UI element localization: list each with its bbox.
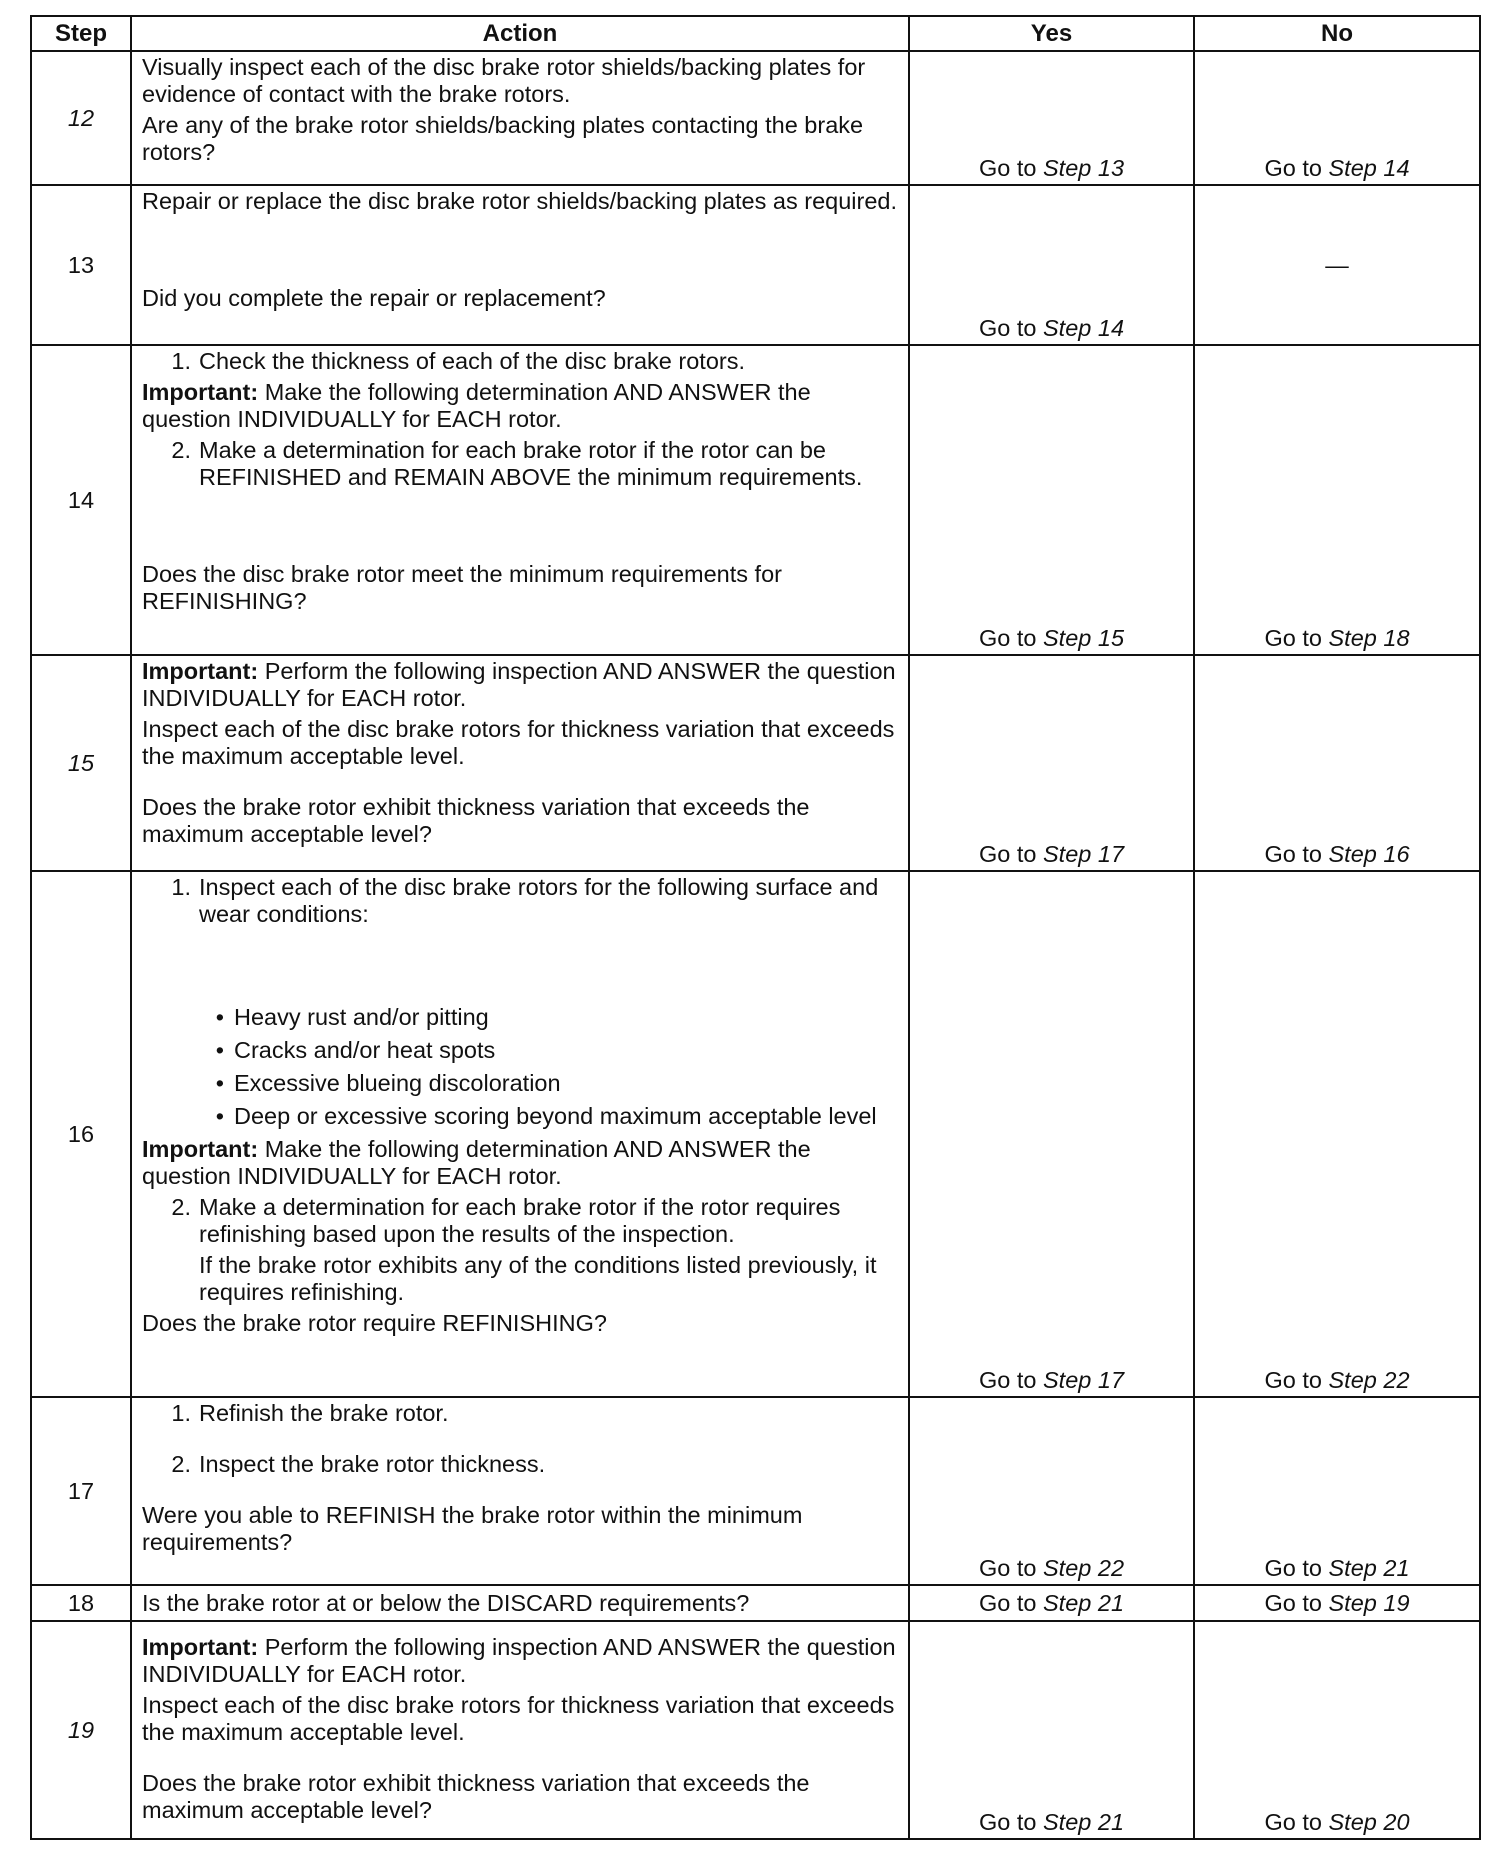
item-number: 1. [171,1400,191,1426]
action-text: Inspect each of the disc brake rotors for thickness variation that exceeds the maximum acceptable level. [142,716,895,769]
yes-cell [909,871,1194,1397]
action-cell [131,185,909,345]
yes-step-ref: Step 13 [1043,155,1125,181]
item-text: Inspect the brake rotor thickness. [199,1451,546,1477]
table-row-step-18 [31,1585,1480,1621]
important-label: Important: [142,1634,259,1660]
list-item [142,1194,898,1248]
question-text: Does the brake rotor require REFINISHING? [142,1310,607,1336]
step-number: 16 [31,871,131,1397]
goto-label: Go to [1264,155,1322,181]
yes-step-ref: Step 21 [1043,1589,1125,1616]
list-item [142,348,898,375]
list-item [142,1451,898,1478]
item-text: Check the thickness of each of the disc brake rotors. [199,348,745,374]
bullet-icon: • [215,1103,224,1129]
bullet-item [142,1004,898,1031]
goto-label: Go to [978,1367,1037,1393]
header-no: No [1194,16,1480,51]
question-text: Does the brake rotor exhibit thickness variation that exceeds the maximum acceptable level? [142,1770,810,1823]
no-cell [1194,871,1480,1397]
question-text: Did you complete the repair or replacement? [142,285,606,311]
no-step-ref: Step 18 [1328,625,1410,651]
step-number: 13 [31,185,131,345]
header-yes: Yes [909,16,1194,51]
important-note [142,1634,898,1688]
goto-label: Go to [978,1589,1037,1616]
bullet-item [142,1070,898,1097]
action-text: Inspect each of the disc brake rotors for thickness variation that exceeds the maximum acceptable level. [142,1692,895,1745]
important-label: Important: [142,379,259,405]
item-text: Make a determination for each brake rotor if the rotor requires refinishing based upon the results of the inspection. [199,1194,841,1247]
goto-label: Go to [978,625,1037,651]
bullet-text: Excessive blueing discoloration [234,1070,561,1096]
no-step-ref: Step 21 [1328,1555,1410,1581]
table-row-step-17 [31,1397,1480,1585]
no-cell [1194,1621,1480,1839]
goto-label: Go to [1264,625,1322,651]
question-text: Does the brake rotor exhibit thickness variation that exceeds the maximum acceptable level? [142,794,810,847]
important-note [142,1136,898,1190]
table-row-step-15 [31,655,1480,871]
action-cell [131,871,909,1397]
yes-step-ref: Step 21 [1043,1809,1125,1835]
step-number: 14 [31,345,131,655]
no-step-ref: Step 20 [1328,1809,1410,1835]
goto-label: Go to [978,1809,1037,1835]
no-step-ref: Step 19 [1328,1589,1410,1616]
item-text: Make a determination for each brake rotor if the rotor can be REFINISHED and REMAIN ABOVE the minimum requirements. [199,437,863,490]
bullet-item [142,1103,898,1130]
header-action: Action [131,16,909,51]
yes-step-ref: Step 17 [1043,841,1125,867]
goto-label: Go to [1264,1367,1322,1393]
important-label: Important: [142,1136,259,1162]
item-number: 1. [171,874,191,900]
table-row-step-19 [31,1621,1480,1839]
yes-cell [909,51,1194,185]
goto-label: Go to [1264,1555,1322,1581]
no-step-ref: Step 16 [1328,841,1410,867]
diagnostic-table [30,15,1481,1840]
question-text: Does the disc brake rotor meet the minimum requirements for REFINISHING? [142,561,782,614]
item-number: 1. [171,348,191,374]
goto-label: Go to [978,1555,1037,1581]
item-subtext: If the brake rotor exhibits any of the conditions listed previously, it requires refinishing. [199,1252,877,1305]
important-text: Perform the following inspection AND ANSWER the question INDIVIDUALLY for EACH rotor. [142,1634,896,1687]
table-row-step-12 [31,51,1480,185]
important-text: Make the following determination AND ANSWER the question INDIVIDUALLY for EACH rotor. [142,379,811,432]
goto-label: Go to [978,155,1037,181]
header-step: Step [31,16,131,51]
no-cell [1194,345,1480,655]
action-cell [131,51,909,185]
action-cell [131,1397,909,1585]
question-text: Were you able to REFINISH the brake rotor within the minimum requirements? [142,1502,803,1555]
bullet-text: Cracks and/or heat spots [234,1037,496,1063]
goto-label: Go to [978,315,1037,341]
item-number: 2. [171,437,191,463]
goto-label: Go to [978,841,1037,867]
item-text: Refinish the brake rotor. [199,1400,449,1426]
no-cell [1194,1585,1480,1621]
yes-cell [909,655,1194,871]
table-row-step-16 [31,871,1480,1397]
no-step-ref: Step 22 [1328,1367,1410,1393]
yes-cell [909,185,1194,345]
bullet-icon: • [215,1070,224,1096]
bullet-icon: • [215,1004,224,1030]
action-text: Visually inspect each of the disc brake rotor shields/backing plates for evidence of contact with the brake rotors. [142,54,866,107]
list-item [142,437,898,491]
no-cell [1194,51,1480,185]
step-number: 18 [31,1585,131,1621]
action-cell [131,1621,909,1839]
bullet-text: Deep or excessive scoring beyond maximum acceptable level [234,1103,877,1129]
important-note [142,379,898,433]
dash: — [1325,251,1349,278]
no-cell [1194,185,1480,345]
goto-label: Go to [1264,1589,1322,1616]
no-cell [1194,1397,1480,1585]
action-cell [131,655,909,871]
yes-step-ref: Step 14 [1043,315,1125,341]
item-text: Inspect each of the disc brake rotors for the following surface and wear conditions: [199,874,879,927]
yes-step-ref: Step 17 [1043,1367,1125,1393]
important-note [142,658,898,712]
goto-label: Go to [1264,841,1322,867]
question-text: Is the brake rotor at or below the DISCARD requirements? [142,1589,750,1616]
bullet-text: Heavy rust and/or pitting [234,1004,489,1030]
yes-cell [909,345,1194,655]
action-cell [131,345,909,655]
question-text: Are any of the brake rotor shields/backing plates contacting the brake rotors? [142,112,864,165]
action-text: Repair or replace the disc brake rotor shields/backing plates as required. [142,188,898,214]
yes-cell [909,1585,1194,1621]
action-cell [131,1585,909,1621]
step-number: 15 [31,655,131,871]
yes-cell [909,1397,1194,1585]
bullet-item [142,1037,898,1064]
bullet-icon: • [215,1037,224,1063]
step-number: 12 [31,51,131,185]
no-step-ref: Step 14 [1328,155,1410,181]
step-number: 19 [31,1621,131,1839]
goto-label: Go to [1264,1809,1322,1835]
no-cell [1194,655,1480,871]
important-text: Perform the following inspection AND ANSWER the question INDIVIDUALLY for EACH rotor. [142,658,896,711]
yes-step-ref: Step 22 [1043,1555,1125,1581]
important-text: Make the following determination AND ANSWER the question INDIVIDUALLY for EACH rotor. [142,1136,811,1189]
step-number: 17 [31,1397,131,1585]
yes-cell [909,1621,1194,1839]
table-row-step-13 [31,185,1480,345]
table-row-step-14 [31,345,1480,655]
item-number: 2. [171,1451,191,1477]
list-item [142,1400,898,1427]
important-label: Important: [142,658,259,684]
item-number: 2. [171,1194,191,1220]
yes-step-ref: Step 15 [1043,625,1125,651]
list-item [142,874,898,928]
header-row [31,16,1480,51]
